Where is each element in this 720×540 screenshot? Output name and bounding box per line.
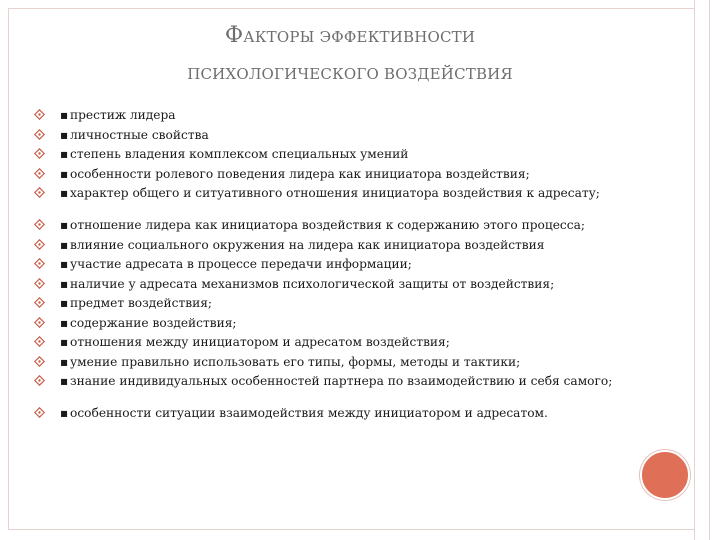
- list-item-label: участие адресата в процессе передачи информации;: [70, 257, 412, 271]
- list-item-marker: ▪: [60, 237, 69, 252]
- list-item-marker: ▪: [60, 296, 69, 310]
- list-item: [34, 109, 684, 129]
- list-item-label: знание индивидуальных особенностей партнера по взаимодействию и себя самого;: [70, 374, 613, 388]
- list-item-text: [60, 219, 585, 232]
- list-item-label: престиж лидера: [70, 108, 176, 122]
- diamond-bullet-icon: [34, 168, 46, 180]
- list-item: [34, 297, 684, 317]
- list-item-marker: ▪: [60, 147, 69, 161]
- diamond-bullet-icon: [34, 258, 46, 270]
- list-item-marker: ▪: [60, 315, 69, 330]
- list-item: [34, 336, 684, 356]
- diamond-bullet-icon: [34, 148, 46, 160]
- right-decorative-strip: [694, 0, 710, 540]
- list-item: [34, 219, 684, 239]
- diamond-bullet-icon: [34, 109, 46, 121]
- list-item-marker: ▪: [60, 186, 69, 200]
- list-item-text: [60, 239, 544, 252]
- list-item-marker: ▪: [60, 108, 69, 122]
- title-line-1-text: АКТОРЫ ЭФФЕКТИВНОСТИ: [243, 28, 476, 46]
- diamond-bullet-icon: [34, 336, 46, 348]
- list-item-text: [60, 168, 530, 181]
- list-item: [34, 239, 684, 259]
- list-item-label: умение правильно использовать его типы, формы, методы и тактики;: [70, 354, 521, 369]
- list-item-text: [60, 129, 209, 142]
- list-item-text: [60, 278, 554, 291]
- diamond-bullet-icon: [34, 407, 46, 419]
- list-item-label: личностные свойства: [70, 127, 209, 142]
- decorative-circle: [640, 450, 690, 500]
- list-item-text: [60, 356, 520, 369]
- list-item-text: [60, 407, 548, 420]
- list-item-label: степень владения комплексом специальных умений: [70, 147, 409, 161]
- list-item-label: наличие у адресата механизмов психологической защиты от воздействия;: [70, 276, 555, 291]
- list-item: [34, 375, 684, 407]
- list-item-label: влияние социального окружения на лидера как инициатора воздействия: [70, 237, 545, 252]
- list-item-label: предмет воздействия;: [70, 296, 212, 310]
- list-item: [34, 168, 684, 188]
- list-item-marker: ▪: [60, 354, 69, 369]
- list-item-text: [60, 109, 176, 122]
- list-item: [34, 278, 684, 298]
- diamond-bullet-icon: [34, 356, 46, 368]
- factors-list: [34, 109, 684, 427]
- list-item-text: [60, 187, 600, 200]
- list-item-marker: ▪: [60, 374, 69, 388]
- list-item: [34, 148, 684, 168]
- list-item-text: [60, 297, 212, 310]
- list-item-marker: ▪: [60, 276, 69, 291]
- title-capital: Ф: [224, 23, 244, 48]
- list-item-label: характер общего и ситуативного отношения инициатора воздействия к адресату;: [70, 186, 600, 200]
- list-item-label: особенности ролевого поведения лидера как инициатора воздействия;: [70, 166, 530, 181]
- list-item-marker: ▪: [60, 257, 69, 271]
- list-item-text: [60, 258, 412, 271]
- list-item-text: [60, 317, 237, 330]
- diamond-bullet-icon: [34, 219, 46, 231]
- diamond-bullet-icon: [34, 278, 46, 290]
- list-item-label: особенности ситуации взаимодействия между инициатором и адресатом.: [70, 406, 548, 420]
- diamond-bullet-icon: [34, 129, 46, 141]
- diamond-bullet-icon: [34, 297, 46, 309]
- list-item: [34, 258, 684, 278]
- list-item: [34, 356, 684, 376]
- list-item-marker: ▪: [60, 218, 69, 232]
- diamond-bullet-icon: [34, 187, 46, 199]
- list-item-marker: ▪: [60, 335, 69, 349]
- list-item-text: [60, 375, 612, 388]
- list-item-label: отношения между инициатором и адресатом воздействия;: [70, 335, 450, 349]
- list-item-text: [60, 336, 450, 349]
- list-item: [34, 129, 684, 149]
- list-item-marker: ▪: [60, 406, 69, 420]
- list-item-text: [60, 148, 408, 161]
- title-line-1: [90, 24, 610, 48]
- list-item-marker: ▪: [60, 127, 69, 142]
- list-item-label: содержание воздействия;: [70, 315, 237, 330]
- diamond-bullet-icon: [34, 317, 46, 329]
- list-item-label: отношение лидера как инициатора воздействия к содержанию этого процесса;: [70, 218, 585, 232]
- diamond-bullet-icon: [34, 375, 46, 387]
- list-item-marker: ▪: [60, 166, 69, 181]
- list-item: [34, 317, 684, 337]
- list-item: [34, 407, 684, 427]
- title-line-2: ПСИХОЛОГИЧЕСКОГО ВОЗДЕЙСТВИЯ: [187, 65, 513, 83]
- diamond-bullet-icon: [34, 239, 46, 251]
- slide-title: [90, 18, 610, 86]
- list-item: [34, 187, 684, 219]
